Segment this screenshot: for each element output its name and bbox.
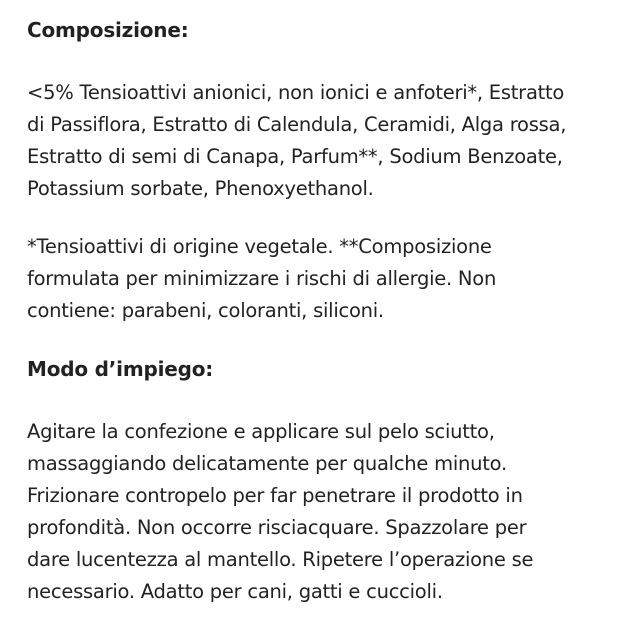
instructions-line: profondità. Non occorre risciacquare. Spazzolare per	[27, 516, 527, 539]
ingredients-line: Estratto di semi di Canapa, Parfum**, Sodium Benzoate,	[27, 145, 563, 168]
instructions-line: dare lucentezza al mantello. Ripetere l’operazione se	[27, 548, 534, 571]
usage-instructions-paragraph	[27, 416, 627, 608]
notes-line: *Tensioattivi di origine vegetale. **Composizione	[27, 235, 492, 258]
ingredients-line: di Passiflora, Estratto di Calendula, Ceramidi, Alga rossa,	[27, 113, 567, 136]
instructions-line: massaggiando delicatamente per qualche minuto.	[27, 452, 507, 475]
instructions-line: Frizionare contropelo per far penetrare il prodotto in	[27, 484, 523, 507]
ingredients-line: <5% Tensioattivi anionici, non ionici e anfoteri*, Estratto	[27, 81, 565, 104]
product-info-document	[27, 14, 627, 608]
notes-line: formulata per minimizzare i rischi di allergie. Non	[27, 267, 497, 290]
usage-heading: Modo d’impiego:	[27, 357, 214, 381]
composition-heading: Composizione:	[27, 18, 189, 42]
composition-notes-paragraph	[27, 231, 627, 327]
notes-line: contiene: parabeni, coloranti, siliconi.	[27, 299, 384, 322]
ingredients-line: Potassium sorbate, Phenoxyethanol.	[27, 177, 374, 200]
instructions-line: Agitare la confezione e applicare sul pelo sciutto,	[27, 420, 495, 443]
instructions-line: necessario. Adatto per cani, gatti e cuccioli.	[27, 580, 443, 603]
ingredients-paragraph	[27, 77, 627, 205]
